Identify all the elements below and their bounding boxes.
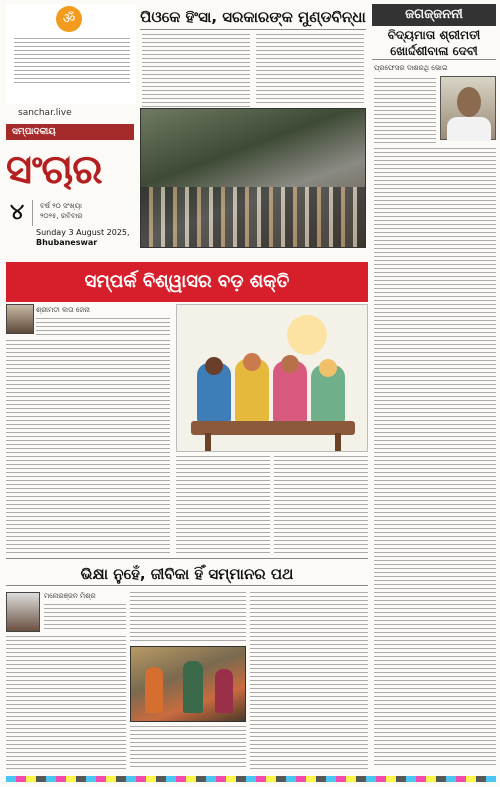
middle-article-headline: ସମ୍ପର୍କ ବିଶ୍ୱାସର ବଡ଼ ଶକ୍ତି	[6, 262, 368, 302]
masthead-divider	[32, 200, 33, 226]
edition-city: Bhubaneswar	[36, 238, 98, 247]
issue-meta: ବର୍ଷ ୨୦ ସଂଖ୍ୟା	[40, 202, 82, 210]
protest-crowd-photo	[140, 108, 366, 248]
ad-text-block	[14, 38, 130, 86]
figure-4-head	[319, 359, 337, 377]
newspaper-title: ସଂଚାର	[6, 146, 102, 193]
portrait-face	[457, 87, 481, 117]
page-number: ୪	[10, 200, 25, 225]
bench-leg	[335, 433, 341, 451]
figure-2-head	[243, 353, 261, 371]
figure-3-head	[281, 355, 299, 373]
bottom-article-text	[250, 592, 368, 770]
author-portrait-photo	[440, 76, 496, 140]
top-article-text	[256, 34, 364, 106]
right-article-headline: ବିଦ୍ୟମାତା ଶ୍ରୀମତୀ ଖୋର୍ଦ୍ଦଶୀବାଳା ଦେବୀ	[372, 26, 496, 60]
person-figure	[183, 661, 203, 713]
bottom-article-text	[44, 604, 126, 632]
right-article-kicker: ଜଗଜ୍ଜନନୀ	[372, 4, 496, 26]
author-mugshot	[6, 592, 40, 632]
bottom-article-author: ମନୋରଞ୍ଜନ ମିଶ୍ର	[44, 592, 96, 600]
middle-article-text	[274, 456, 368, 556]
middle-article-author: ଶ୍ରୀମତୀ ଲତା ଜେନା	[36, 306, 90, 314]
right-article-text	[374, 78, 436, 144]
friends-on-bench-illustration	[176, 304, 368, 452]
edition-date: Sunday 3 August 2025,	[36, 228, 130, 237]
person-figure	[145, 667, 163, 713]
top-article-headline: ପିଓକେ ହିଂସା, ସରକାରଙ୍କ ମୁଣ୍ଡବିନ୍ଧା	[140, 4, 366, 30]
right-article-author: ପ୍ରଫେସର ଦାଶରଥି ଭୋଇ	[374, 64, 448, 72]
section-label: ସମ୍ପାଦକୀୟ	[6, 124, 134, 140]
top-left-advertisement	[6, 4, 136, 104]
author-mugshot	[6, 304, 34, 334]
bottom-article-text	[130, 592, 246, 642]
middle-article-text	[176, 456, 270, 556]
om-logo-icon: ॐ	[56, 6, 82, 32]
women-group-photo	[130, 646, 246, 722]
middle-article-text	[36, 318, 170, 336]
right-article-text	[374, 148, 496, 768]
sun-shape	[287, 315, 327, 355]
section-divider	[6, 558, 368, 559]
print-registration-bar	[6, 776, 496, 782]
bench-seat	[191, 421, 355, 435]
bottom-article-headline: ଭିକ୍ଷା ନୁହେଁ, ଜୀବିକା ହିଁ ସମ୍ମାନର ପଥ	[6, 562, 368, 586]
portrait-body	[447, 117, 491, 141]
middle-article-text	[6, 340, 170, 554]
figure-1-head	[205, 357, 223, 375]
bottom-article-text	[6, 636, 126, 770]
website-url[interactable]: sanchar.live	[18, 108, 72, 118]
masthead	[6, 124, 134, 264]
crowd-silhouette	[141, 187, 365, 247]
bench-leg	[205, 433, 211, 451]
issue-meta-date: ୨୦୨୫, ରବିବାର	[40, 212, 83, 220]
bottom-article-text	[130, 726, 246, 770]
person-figure	[215, 669, 233, 713]
